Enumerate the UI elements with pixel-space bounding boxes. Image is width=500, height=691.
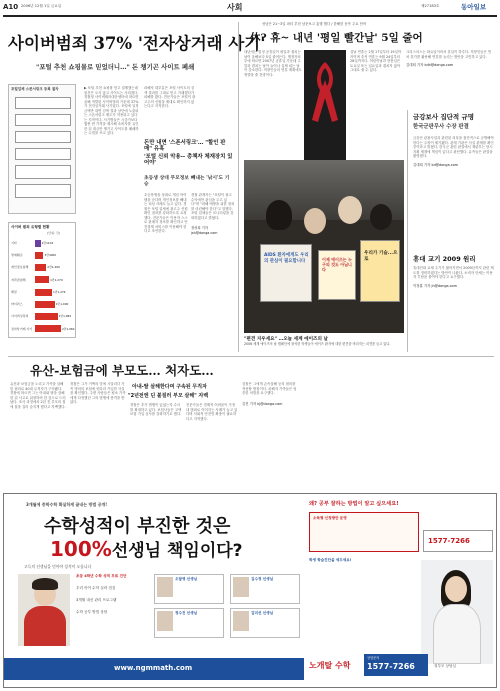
chart-title: 사이버 범죄 유형별 현황 xyxy=(11,225,50,229)
chart-bar xyxy=(35,325,61,332)
placard-text: AIDS 환자에게도 우리의 관심이 필요합니다 xyxy=(264,253,309,264)
ad-headline-rest: 선생님 책임이다? xyxy=(111,541,243,561)
chart-bar xyxy=(35,301,55,308)
teacher-card-name: 정수진 선생님 xyxy=(175,611,198,615)
placard-sign xyxy=(260,244,312,302)
cyber-chart xyxy=(8,222,76,338)
teacher-body xyxy=(24,606,66,646)
teacher-photo xyxy=(18,574,70,646)
chart-bar xyxy=(35,289,52,296)
placard-sign xyxy=(318,250,356,300)
right-byline-1: 김대희 기자 kd@donga.com xyxy=(413,162,458,167)
ad-kicker: 3개월에 증학수학 확실하게 끝내는 방법 공개! xyxy=(26,502,108,507)
ad-model-photo xyxy=(421,560,493,664)
fraud-byline: 김진 기자 kj@donga.com xyxy=(242,401,283,406)
holiday-headline: 休? 휴~ 내년 '평일 빨간날' 5일 줄어 xyxy=(250,32,423,44)
ad-cta-box[interactable] xyxy=(364,654,428,676)
page-header xyxy=(3,2,497,16)
holiday-body-2: 설날 연휴는 2월 17일부터 19일까지이며 추석 연휴는 9월 24일부터 26일까지다. 어린이날과 현충일은 토요일 또는 일요일과 겹치지 않아 그대로 쉴 수 있다. xyxy=(350,50,402,72)
issue-number: 제27183호 xyxy=(421,4,440,8)
teacher-card-photo xyxy=(157,577,173,597)
teacher-card-photo xyxy=(233,611,249,631)
cyber-subhead-2: 돈만 내면 '스폰서링크'… "할인 판매" 유혹 xyxy=(144,140,226,153)
ad-side-cta: 학생 학습진단을 세우세요! xyxy=(309,558,352,562)
chart-bar xyxy=(35,240,41,247)
ad-side-phone: 1577-7266 xyxy=(428,537,470,545)
placard-text: 이제 에이즈는 누구의 것도 아닙니다 xyxy=(322,257,352,272)
right-byline-2: 이정훈 기자 jh@donga.com xyxy=(413,283,457,288)
flow-step xyxy=(15,165,71,179)
right-body-2: 휴대전화 교체 주기가 짧아지면서 2009년까지 관련 제도를 정비하겠다는 방안이 나왔다. 소비자 단체는 이용자 부담을 줄여야 한다고 요구했다. 이정훈 기자 jh@donga.com xyxy=(413,266,494,288)
ad-headline-1: 수학성적이 부진한 것은 xyxy=(44,516,231,537)
ad-side-box xyxy=(309,512,419,552)
fraud-body-col2: 경찰은 그가 거액의 빚에 시달리다 가족 명의의 보험에 잇따라 가입한 사실을 확인했다. 주변 사람들은 평소 가족에게 다정했던 그의 범행에 충격을 받았다. xyxy=(70,382,126,404)
fraud-body-col4: 전문가들은 경제적 어려움이 가정 내 범죄로 이어지는 사례가 늘고 있다며 사회적 안전망 확충이 필요하다고 지적했다. xyxy=(186,403,238,421)
ad-headline-2 xyxy=(50,536,243,561)
header-rule xyxy=(3,15,497,17)
right-headline-2: 한국군판무사 수장 판결 xyxy=(413,124,469,130)
right-headline-3: 휴대 교기 2009 원리 xyxy=(413,255,476,263)
right-body-1: 금강산 관광사업과 관련된 의혹을 집단적으로 규명해야 한다는 주장이 제기됐다. 관계 기관은 사실 관계를 확인 중이라고 밝혔다. 한국군 관련 판결에서 재판부는 당시 지휘 체계에 책임이 있다고 판단했다. 유족들은 판결을 환영했다. 김대희 기자 kd@donga.com xyxy=(413,136,494,167)
ad-headline-percent: 100% xyxy=(50,537,112,561)
cyber-body-col4: 경찰 관계자는 "포털이 광고 수익에만 관심을 두고 있다"며 "피해 예방을 위한 장치를 마련해야 한다"고 말했다. 포털 업체들은 모니터링을 강화하겠다고 밝혔다. 정성희 기자 jsh@donga.com xyxy=(191,193,235,235)
cyber-subhead-3: '포털 신뢰 악용-- 총책자 체재장치 있어야' xyxy=(144,154,233,167)
chart-value-label: 1만1,276 xyxy=(52,289,66,294)
chart-category-label: 명예훼손 xyxy=(11,253,23,258)
student-figure xyxy=(266,200,292,230)
fraud-subhead-2: "2년전엔 딘 불질러 부모 살해" 자백 xyxy=(128,393,209,399)
aids-ribbon-poster xyxy=(304,50,346,160)
chart-unit: (단위: 건) xyxy=(47,231,60,235)
aids-photo-caption-detail: 2006 세계 에이즈의 날 캠페인에 참석한 학생들이 에이즈 환자에 대한 편견을 버리자는 피켓을 들고 있다. xyxy=(244,342,391,346)
feature-item: 초등 4학년 수학 성적 무료 진단 xyxy=(76,574,127,578)
right-headline-1: 금강보사 집단적 규명 xyxy=(413,113,475,121)
ad-url[interactable]: www.ngmmath.com xyxy=(114,664,193,672)
cyber-body-col2: 피해자 대부분은 포털 사이트의 검색 결과를 그대로 믿고 거래했다가 피해를 봤다. 전문가들은 포털이 광고주의 신원을 제대로 확인하지 않는다고 지적한다. xyxy=(144,86,196,108)
chart-value-label: 1만1104 xyxy=(41,240,54,245)
feature-item: 수학 공부 방법 상담 xyxy=(76,610,108,614)
teacher-card[interactable] xyxy=(154,574,224,604)
math-advertisement[interactable] xyxy=(3,493,497,688)
teacher-card-photo xyxy=(157,611,173,631)
cyber-body-col1: ▶ 포털 추천 쇼핑몰 믿고 결제했는데 물건은 오지 않고 사이트는 사라졌다. 경찰청 사이버테러대응센터에 따르면 올해 적발된 사이버범죄 가운데 37%가 전자상거래 사기였다. 포털에 일정 금액만 내면 검색 결과 상단에 노출되는 스폰서링크 제도가 악용되고 있다는 지적이다. 사기범들은 시중가보다 훨씬 싼 가격을 제시해 소비자를 유인한 뒤 대금만 챙기고 사이트를 폐쇄하는 수법을 쓰고 있다. xyxy=(84,86,139,135)
holiday-body-3: 크리스마스는 화요일이어서 휴일이 하루다. 직장인들은 연차 휴가를 활용해 연휴를 늘리는 방안을 고민하고 있다. 김대희 기자 kdh@donga.com xyxy=(406,50,492,67)
chart-bar xyxy=(35,313,58,320)
chart-plot-area xyxy=(11,237,75,335)
model-face xyxy=(445,576,467,602)
teacher-hair xyxy=(32,578,58,590)
ad-side-phone-box[interactable] xyxy=(423,530,493,552)
cyber-subhead-4: 초등생 상대 무모정보 빼내는 '낚시'도 기승 xyxy=(144,176,230,187)
teacher-card[interactable] xyxy=(154,608,224,638)
placard-text: 우리가 기슬...으로 xyxy=(364,251,398,262)
flow-step xyxy=(15,114,71,126)
chart-category-label: 사이버성폭력 xyxy=(11,314,29,319)
cyber-headline: 사이버범죄 37% '전자상거래 사기' xyxy=(8,34,266,53)
ad-footer-band xyxy=(4,658,304,680)
flow-box-title: 포털업체 스폰서링크 등록 절차 xyxy=(11,87,59,91)
chart-bar xyxy=(35,264,46,271)
holiday-byline: 김대희 기자 kdh@donga.com xyxy=(406,63,454,67)
ad-side-sub: 소독형 신청방안 운영 xyxy=(313,516,347,520)
chart-category-label: 기타 xyxy=(11,240,17,245)
teacher-card-name: 오달영 선생님 xyxy=(175,577,198,581)
column-divider xyxy=(238,22,239,352)
chart-bar xyxy=(35,276,49,283)
page-date: 2006년 12월 1일 금요일 xyxy=(21,4,62,8)
chart-category-label: 개인정보침해 xyxy=(11,265,29,270)
holiday-body-1: 내년에는 법정 공휴일이 평일과 겹치는 날이 올해보다 5일 줄어든다. 행정자치부에 따르면 2007년 공휴일 가운데 주말과 겹치는 날이 늘어나 실제 쉬는 날이 감소한다. 직장인들의 연휴 계획에도 영향을 줄 전망이다. xyxy=(244,50,302,77)
ad-brand: 노개탈 수학 xyxy=(309,661,351,670)
fraud-headline: 유산-보험금에 부모도… 처자도… xyxy=(30,363,214,378)
ad-phone-label: 상담문의 xyxy=(367,656,380,660)
section-title: 사회 xyxy=(227,3,243,12)
fraud-body-col3: 경찰은 추가 범행이 있었는지 수사를 확대하고 있다. 보험사들은 고액 보험 가입 심사를 강화하기로 했다. xyxy=(130,403,182,416)
chart-value-label: 3만4000 xyxy=(44,253,57,258)
chart-category-label: 전자상거래 사기 xyxy=(11,326,33,331)
ad-teaser: 고득의 선생님을 믿어야 성적이 오릅니다 xyxy=(24,564,92,569)
fraud-body-col5: 검찰은 그에게 존속살해 등의 혐의를 적용할 방침이다. 피해자 가족들은 엄중한 처벌을 요구했다. 김진 기자 kj@donga.com xyxy=(242,382,297,406)
ad-side-panel xyxy=(309,500,493,650)
chart-value-label: 1만1,000 xyxy=(55,302,69,307)
section-divider xyxy=(8,356,494,357)
teacher-card-name: 김미선 선생님 xyxy=(251,611,274,615)
model-body xyxy=(433,604,481,664)
chart-category-label: 저작권침해 xyxy=(11,277,26,282)
aids-photo-caption: "편견 지우세요" …오늘 세계 에이즈의 날 xyxy=(244,337,328,342)
red-ribbon-icon xyxy=(304,50,346,160)
paper-logo: 동아일보 xyxy=(461,3,487,11)
teacher-card-photo xyxy=(233,577,249,597)
fraud-subhead-1: 아내-딸 살해한다며 구속된 무직자 xyxy=(132,384,207,390)
feature-item: 3개월 내신 관리 프로그램 xyxy=(76,598,117,602)
chart-category-label: 해킹 xyxy=(11,289,17,294)
chart-value-label: 1만1,084 xyxy=(58,314,72,319)
column-divider xyxy=(407,110,408,352)
flow-step xyxy=(15,184,71,198)
ad-footer-note: 청부모 상담실 xyxy=(434,664,456,668)
chart-value-label: 1만1,279 xyxy=(50,277,63,282)
student-figure xyxy=(338,196,362,224)
feature-item: 우리 아이 수학 실력 점검 xyxy=(76,586,116,590)
registration-flow-box xyxy=(8,84,76,214)
flow-step xyxy=(15,97,71,109)
student-figure xyxy=(304,208,326,234)
teacher-card-name: 김수정 선생님 xyxy=(251,577,274,581)
chart-category-label: 바이러스 xyxy=(11,302,23,307)
cyber-subhead: "포털 추천 쇼핑몰로 믿었더니…" 돈 챙기곤 사이트 폐쇄 xyxy=(36,63,195,71)
ad-side-title: 왜? 공부 잘하는 방법이 알고 싶으세요! xyxy=(309,501,399,507)
teacher-card[interactable] xyxy=(230,608,300,638)
flow-step xyxy=(15,148,71,160)
cyber-byline: 정성희 기자 jsh@donga.com xyxy=(191,226,218,235)
ad-cta-phone: 1577-7266 xyxy=(367,662,415,671)
page-number: A10 xyxy=(3,3,19,11)
teacher-card[interactable] xyxy=(230,574,300,604)
chart-value-label: 2만1,084 xyxy=(62,326,75,331)
aids-campaign-photo xyxy=(244,160,404,333)
chart-bar xyxy=(35,252,43,259)
chart-value-label: 2만1,260 xyxy=(47,265,60,270)
student-figure xyxy=(370,204,392,230)
flow-step xyxy=(15,131,71,143)
cyber-body-col3: 초등학생을 상대로 게임 아이템을 준다며 개인정보를 빼내는 피싱 사례도 늘고 있다. 경찰은 포털 업체에 광고주 신원 확인 절차를 강화하도록 요청했다. 전문가들은 이용자 스스로 판매자 정보를 확인하고 안전결제 서비스를 이용해야 한다고 조언한다. xyxy=(144,193,188,233)
placard-sign xyxy=(360,240,400,302)
fraud-body-col1: 유산과 보험금을 노리고 가족을 살해한 혐의로 40대 무직자가 구속됐다. 경찰에 따르면 그는 아내와 딸을 살해한 뒤 사고로 위장하려 한 것으로 드러났다. 조사 과정에서 2년 전 부모의 집에 불을 질러 숨지게 했다고 자백했다. xyxy=(10,382,66,409)
holiday-kicker: 성남은 21~3일 파티 부천 남문보고 흥행 했다 / 한해한 동목 주요 단어 xyxy=(262,22,367,26)
